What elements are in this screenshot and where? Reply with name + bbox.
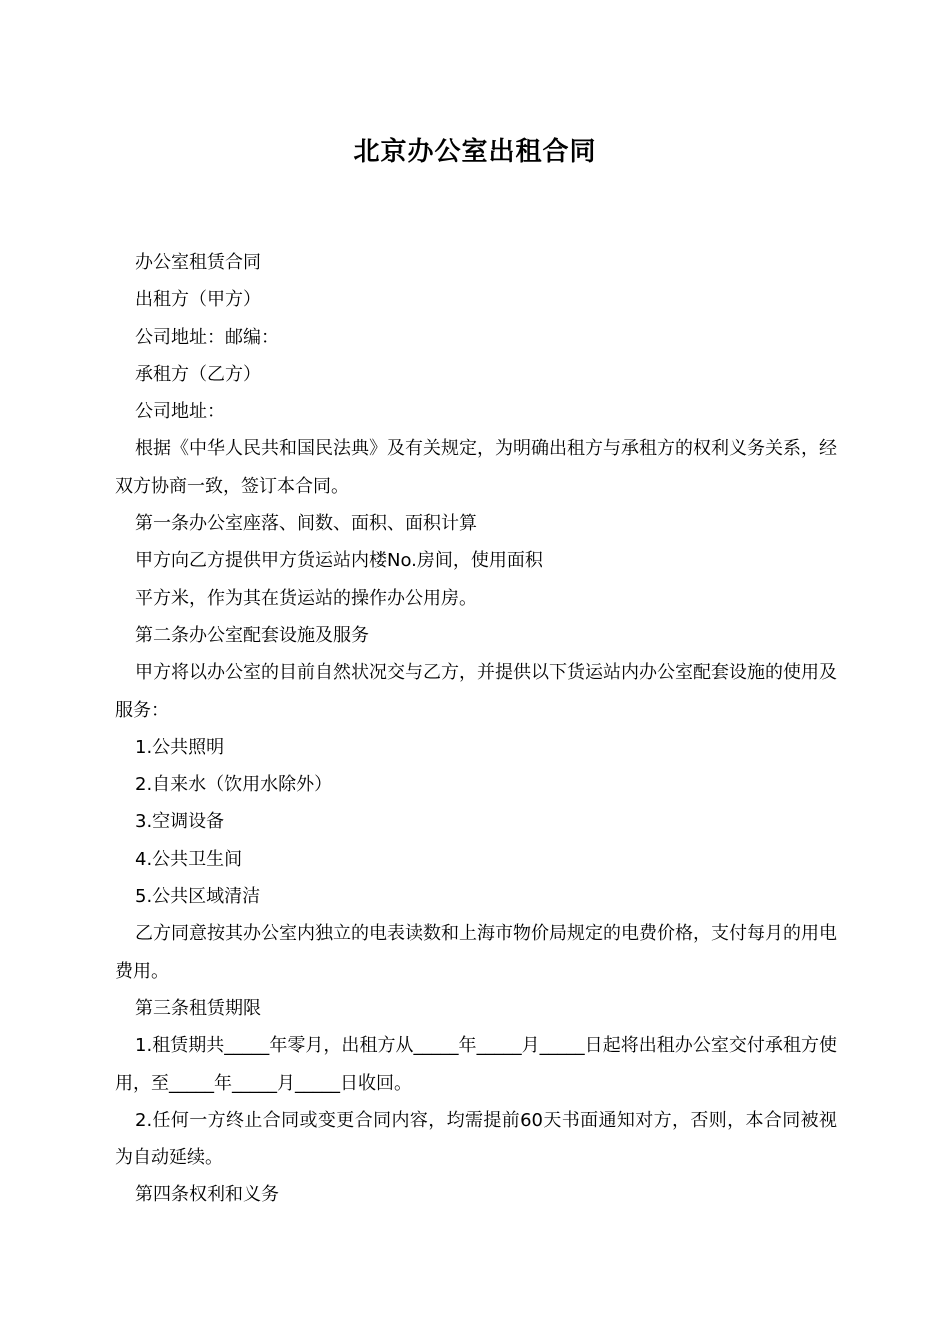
paragraph-article-1-room: 甲方向乙方提供甲方货运站内楼No.房间，使用面积 (135, 550, 543, 572)
list-item-lighting: 1.公共照明 (135, 736, 225, 758)
paragraph-article-2-intro: 甲方将以办公室的目前自然状况交与乙方，并提供以下货运站内办公室配套设施的使用及服务： (115, 662, 837, 721)
paragraph-contract-heading: 办公室租赁合同 (135, 252, 261, 273)
paragraph-preamble: 根据《中华人民共和国民法典》及有关规定，为明确出租方与承租方的权利义务关系，经双方协商一致，签订本合同。 (115, 438, 837, 497)
paragraph-electricity: 乙方同意按其办公室内独立的电表读数和上海市物价局规定的电费价格，支付每月的用电费用。 (115, 923, 837, 982)
paragraph-lease-period: 1.租赁期共_____年零月，出租方从_____年_____月_____日起将出租办公室交付承租方使用，至_____年_____月_____日收回。 (115, 1035, 837, 1094)
list-item-air-conditioning: 3.空调设备 (135, 811, 225, 833)
paragraph-article-1-heading: 第一条办公室座落、间数、面积、面积计算 (135, 513, 477, 535)
document-body (115, 244, 837, 1214)
paragraph-lessee-address: 公司地址： (135, 401, 225, 423)
list-item-water: 2.自来水（饮用水除外） (135, 774, 333, 796)
paragraph-termination-notice: 2.任何一方终止合同或变更合同内容，均需提前60天书面通知对方，否则，本合同被视为自动延续。 (115, 1109, 837, 1169)
paragraph-article-1-area: 平方米，作为其在货运站的操作办公用房。 (135, 587, 477, 609)
paragraph-article-4-heading: 第四条权利和义务 (135, 1184, 279, 1206)
paragraph-lessee: 承租方（乙方） (135, 363, 261, 385)
paragraph-article-2-heading: 第二条办公室配套设施及服务 (135, 624, 369, 646)
list-item-restroom: 4.公共卫生间 (135, 848, 243, 870)
paragraph-lessor: 出租方（甲方） (135, 289, 261, 311)
document-title: 北京办公室出租合同 (353, 137, 597, 167)
paragraph-article-3-heading: 第三条租赁期限 (135, 997, 261, 1019)
paragraph-lessor-address: 公司地址：邮编： (135, 326, 279, 348)
list-item-cleaning: 5.公共区域清洁 (135, 886, 261, 908)
